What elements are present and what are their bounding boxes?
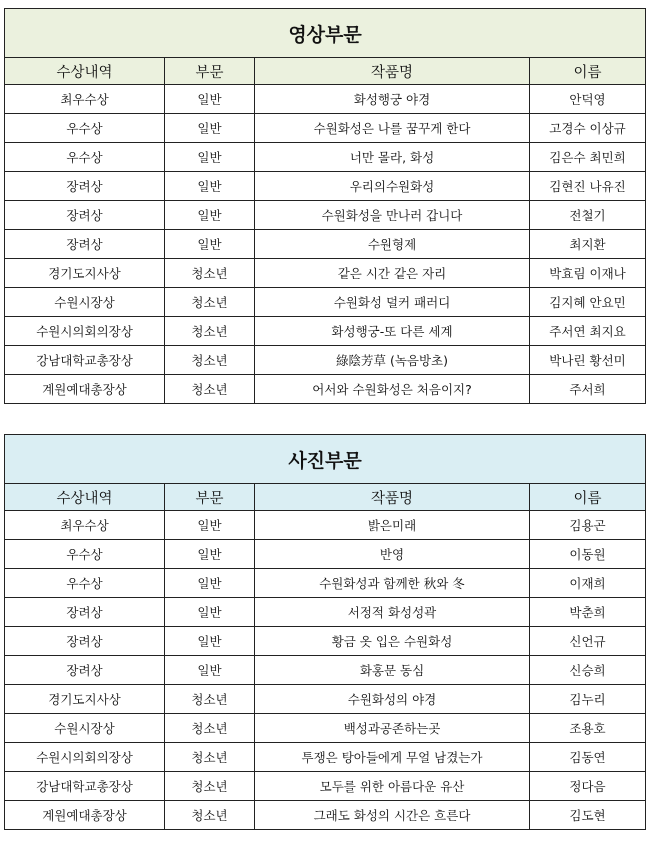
category-cell: 일반 bbox=[165, 627, 255, 656]
work-title-cell: 화홍문 동심 bbox=[255, 656, 530, 685]
award-cell: 우수상 bbox=[5, 114, 165, 143]
work-title-cell: 황금 옷 입은 수원화성 bbox=[255, 627, 530, 656]
category-cell: 청소년 bbox=[165, 714, 255, 743]
category-cell: 일반 bbox=[165, 85, 255, 114]
table-row bbox=[5, 201, 646, 230]
table-row bbox=[5, 85, 646, 114]
table-row bbox=[5, 743, 646, 772]
award-cell: 우수상 bbox=[5, 569, 165, 598]
work-title-cell: 반영 bbox=[255, 540, 530, 569]
award-cell: 수원시의회의장상 bbox=[5, 317, 165, 346]
category-cell: 일반 bbox=[165, 656, 255, 685]
name-cell: 신승희 bbox=[530, 656, 646, 685]
work-title-cell: 수원화성의 야경 bbox=[255, 685, 530, 714]
award-cell: 계원예대총장상 bbox=[5, 375, 165, 404]
work-title-cell: 우리의수원화성 bbox=[255, 172, 530, 201]
award-cell: 장려상 bbox=[5, 627, 165, 656]
name-cell: 주서연 최지요 bbox=[530, 317, 646, 346]
table-row bbox=[5, 317, 646, 346]
header-award: 수상내역 bbox=[5, 58, 165, 85]
name-cell: 김지혜 안요민 bbox=[530, 288, 646, 317]
work-title-cell: 화성행궁 야경 bbox=[255, 85, 530, 114]
table-row bbox=[5, 801, 646, 830]
name-cell: 박효림 이재나 bbox=[530, 259, 646, 288]
award-cell: 강남대학교총장상 bbox=[5, 772, 165, 801]
name-cell: 김동연 bbox=[530, 743, 646, 772]
table-row bbox=[5, 656, 646, 685]
header-category: 부문 bbox=[165, 58, 255, 85]
category-cell: 일반 bbox=[165, 511, 255, 540]
table-row bbox=[5, 114, 646, 143]
table-row bbox=[5, 685, 646, 714]
work-title-cell: 수원화성 덜커 패러디 bbox=[255, 288, 530, 317]
column-header-row bbox=[5, 484, 646, 511]
table-row bbox=[5, 172, 646, 201]
category-cell: 청소년 bbox=[165, 288, 255, 317]
header-name: 이름 bbox=[530, 58, 646, 85]
award-cell: 장려상 bbox=[5, 201, 165, 230]
category-cell: 청소년 bbox=[165, 259, 255, 288]
header-title: 작품명 bbox=[255, 484, 530, 511]
table-row bbox=[5, 598, 646, 627]
photo-awards-table bbox=[4, 434, 646, 830]
name-cell: 박춘희 bbox=[530, 598, 646, 627]
work-title-cell: 어서와 수원화성은 처음이지? bbox=[255, 375, 530, 404]
award-cell: 장려상 bbox=[5, 598, 165, 627]
table-row bbox=[5, 511, 646, 540]
name-cell: 주서희 bbox=[530, 375, 646, 404]
table-row bbox=[5, 540, 646, 569]
work-title-cell: 수원화성과 함께한 秋와 冬 bbox=[255, 569, 530, 598]
award-cell: 수원시장상 bbox=[5, 714, 165, 743]
table-row bbox=[5, 230, 646, 259]
award-cell: 장려상 bbox=[5, 230, 165, 259]
work-title-cell: 수원화성은 나를 꿈꾸게 한다 bbox=[255, 114, 530, 143]
category-cell: 일반 bbox=[165, 201, 255, 230]
table-row bbox=[5, 375, 646, 404]
work-title-cell: 백성과공존하는곳 bbox=[255, 714, 530, 743]
column-header-row bbox=[5, 58, 646, 85]
header-title: 작품명 bbox=[255, 58, 530, 85]
video-awards-table bbox=[4, 8, 646, 404]
name-cell: 김도현 bbox=[530, 801, 646, 830]
category-cell: 일반 bbox=[165, 598, 255, 627]
name-cell: 안덕영 bbox=[530, 85, 646, 114]
name-cell: 박나린 황선미 bbox=[530, 346, 646, 375]
category-cell: 일반 bbox=[165, 569, 255, 598]
name-cell: 최지환 bbox=[530, 230, 646, 259]
work-title-cell: 수원형제 bbox=[255, 230, 530, 259]
category-cell: 청소년 bbox=[165, 743, 255, 772]
name-cell: 고경수 이상규 bbox=[530, 114, 646, 143]
name-cell: 조용호 bbox=[530, 714, 646, 743]
header-category: 부문 bbox=[165, 484, 255, 511]
table-row bbox=[5, 288, 646, 317]
name-cell: 김은수 최민희 bbox=[530, 143, 646, 172]
work-title-cell: 수원화성을 만나러 갑니다 bbox=[255, 201, 530, 230]
award-cell: 수원시장상 bbox=[5, 288, 165, 317]
name-cell: 이동원 bbox=[530, 540, 646, 569]
category-cell: 일반 bbox=[165, 172, 255, 201]
category-cell: 청소년 bbox=[165, 375, 255, 404]
award-cell: 경기도지사상 bbox=[5, 259, 165, 288]
category-cell: 일반 bbox=[165, 540, 255, 569]
table-row bbox=[5, 569, 646, 598]
award-cell: 강남대학교총장상 bbox=[5, 346, 165, 375]
work-title-cell: 투쟁은 탕아들에게 무얼 남겼는가 bbox=[255, 743, 530, 772]
name-cell: 김현진 나유진 bbox=[530, 172, 646, 201]
table-row bbox=[5, 143, 646, 172]
award-cell: 우수상 bbox=[5, 540, 165, 569]
table-row bbox=[5, 772, 646, 801]
award-cell: 장려상 bbox=[5, 656, 165, 685]
section-title: 사진부문 bbox=[5, 435, 646, 484]
table-row bbox=[5, 627, 646, 656]
award-cell: 수원시의회의장상 bbox=[5, 743, 165, 772]
category-cell: 일반 bbox=[165, 143, 255, 172]
category-cell: 일반 bbox=[165, 230, 255, 259]
name-cell: 전철기 bbox=[530, 201, 646, 230]
name-cell: 김누리 bbox=[530, 685, 646, 714]
name-cell: 정다음 bbox=[530, 772, 646, 801]
table-row bbox=[5, 346, 646, 375]
work-title-cell: 너만 몰라, 화성 bbox=[255, 143, 530, 172]
category-cell: 청소년 bbox=[165, 772, 255, 801]
category-cell: 청소년 bbox=[165, 685, 255, 714]
header-name: 이름 bbox=[530, 484, 646, 511]
header-award: 수상내역 bbox=[5, 484, 165, 511]
award-cell: 우수상 bbox=[5, 143, 165, 172]
award-cell: 경기도지사상 bbox=[5, 685, 165, 714]
award-cell: 최우수상 bbox=[5, 85, 165, 114]
name-cell: 신언규 bbox=[530, 627, 646, 656]
work-title-cell: 그래도 화성의 시간은 흐른다 bbox=[255, 801, 530, 830]
category-cell: 청소년 bbox=[165, 317, 255, 346]
work-title-cell: 綠陰芳草 (녹음방초) bbox=[255, 346, 530, 375]
work-title-cell: 밝은미래 bbox=[255, 511, 530, 540]
section-title: 영상부문 bbox=[5, 9, 646, 58]
category-cell: 청소년 bbox=[165, 346, 255, 375]
work-title-cell: 모두를 위한 아름다운 유산 bbox=[255, 772, 530, 801]
work-title-cell: 서정적 화성성곽 bbox=[255, 598, 530, 627]
name-cell: 김용곤 bbox=[530, 511, 646, 540]
category-cell: 청소년 bbox=[165, 801, 255, 830]
name-cell: 이재희 bbox=[530, 569, 646, 598]
category-cell: 일반 bbox=[165, 114, 255, 143]
award-cell: 계원예대총장상 bbox=[5, 801, 165, 830]
work-title-cell: 화성행궁-또 다른 세계 bbox=[255, 317, 530, 346]
work-title-cell: 같은 시간 같은 자리 bbox=[255, 259, 530, 288]
table-row bbox=[5, 714, 646, 743]
award-cell: 장려상 bbox=[5, 172, 165, 201]
table-row bbox=[5, 259, 646, 288]
award-cell: 최우수상 bbox=[5, 511, 165, 540]
